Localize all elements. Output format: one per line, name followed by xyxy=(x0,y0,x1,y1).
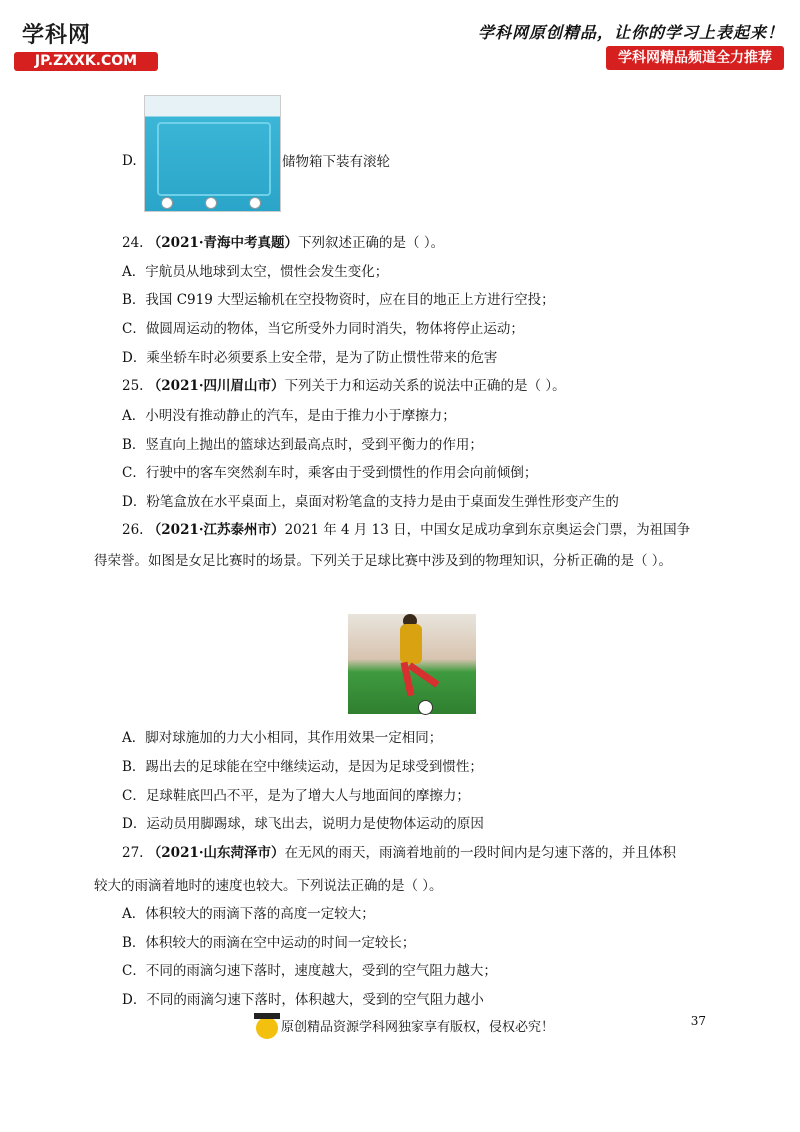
q23-option-d-text: 储物箱下装有滚轮 xyxy=(282,154,390,170)
player-leg xyxy=(408,662,440,687)
wheel-icon xyxy=(249,197,261,209)
q24-source: （2021·青海中考真题） xyxy=(147,235,299,251)
q24-option-c: C．做圆周运动的物体，当它所受外力同时消失，物体将停止运动； xyxy=(122,321,524,337)
q26-stem-line1 xyxy=(122,521,690,539)
q26-option-d: D．运动员用脚踢球，球飞出去，说明力是使物体运动的原因 xyxy=(122,816,484,832)
soccer-player-image xyxy=(348,614,476,714)
page-number: 37 xyxy=(690,1014,706,1028)
q23-option-d-label: D. xyxy=(122,153,137,169)
header-slogan: 学科网原创精品，让你的学习上表起来！ xyxy=(477,23,784,42)
logo-url-badge: JP.ZXXK.COM xyxy=(14,52,158,71)
soccer-ball-icon xyxy=(418,700,433,715)
q24-option-a: A．宇航员从地球到太空，惯性会发生变化； xyxy=(122,264,389,280)
q27-option-d: D．不同的雨滴匀速下落时，体积越大，受到的空气阻力越小 xyxy=(122,992,484,1008)
q24-stem xyxy=(122,234,444,252)
logo-text: 学科网 xyxy=(22,23,92,48)
q24-stem-text: 下列叙述正确的是（ ）。 xyxy=(298,235,445,251)
q26-stem-text-1: 2021 年 4 月 13 日，中国女足成功拿到东京奥运会门票，为祖国争 xyxy=(284,522,691,538)
q26-number: 26. xyxy=(122,522,144,538)
mascot-icon xyxy=(256,1017,278,1039)
q25-source: （2021·四川眉山市） xyxy=(147,378,285,394)
storage-box-image xyxy=(144,95,281,212)
copyright-text: 原创精品资源学科网独家享有版权，侵权必究！ xyxy=(281,1020,555,1035)
player-body xyxy=(400,624,422,664)
q25-stem-text: 下列关于力和运动关系的说法中正确的是（ ）。 xyxy=(284,378,566,394)
q27-option-c: C．不同的雨滴匀速下落时，速度越大，受到的空气阻力越大； xyxy=(122,963,497,979)
q25-option-b: B．竖直向上抛出的篮球达到最高点时，受到平衡力的作用； xyxy=(122,437,483,453)
q27-option-b: B．体积较大的雨滴在空中运动的时间一定较长； xyxy=(122,935,416,951)
q25-number: 25. xyxy=(122,378,144,394)
q26-option-c: C．足球鞋底凹凸不平，是为了增大人与地面间的摩擦力； xyxy=(122,788,470,804)
q24-option-b: B．我国 C919 大型运输机在空投物资时，应在目的地正上方进行空投； xyxy=(122,292,555,308)
q27-number: 27. xyxy=(122,845,144,861)
q27-option-a: A．体积较大的雨滴下落的高度一定较大； xyxy=(122,906,375,922)
q27-stem-line2: 较大的雨滴着地时的速度也较大。下列说法正确的是（ ）。 xyxy=(94,878,443,894)
q26-option-b: B．踢出去的足球能在空中继续运动，是因为足球受到惯性； xyxy=(122,759,483,775)
wheel-icon xyxy=(205,197,217,209)
q25-option-d: D．粉笔盒放在水平桌面上，桌面对粉笔盒的支持力是由于桌面发生弹性形变产生的 xyxy=(122,494,619,510)
q26-option-a: A．脚对球施加的力大小相同，其作用效果一定相同； xyxy=(122,730,443,746)
copyright-notice xyxy=(256,1016,554,1039)
q24-number: 24. xyxy=(122,235,144,251)
q27-source: （2021·山东菏泽市） xyxy=(147,845,285,861)
q27-stem-line1 xyxy=(122,844,676,862)
q26-stem-line2: 得荣誉。如图是女足比赛时的场景。下列关于足球比赛中涉及到的物理知识，分析正确的是（ ）。 xyxy=(94,553,673,569)
q25-option-c: C．行驶中的客车突然刹车时，乘客由于受到惯性的作用会向前倾倒； xyxy=(122,465,538,481)
q26-source: （2021·江苏泰州市） xyxy=(147,522,285,538)
q25-option-a: A．小明没有推动静止的汽车，是由于推力小于摩擦力； xyxy=(122,408,456,424)
wheel-icon xyxy=(161,197,173,209)
q27-stem-text-1: 在无风的雨天，雨滴着地前的一段时间内是匀速下落的，并且体积 xyxy=(284,845,677,861)
channel-badge: 学科网精品频道全力推荐 xyxy=(606,46,784,70)
q24-option-d: D．乘坐轿车时必须要系上安全带，是为了防止惯性带来的危害 xyxy=(122,350,498,366)
q25-stem xyxy=(122,377,566,395)
